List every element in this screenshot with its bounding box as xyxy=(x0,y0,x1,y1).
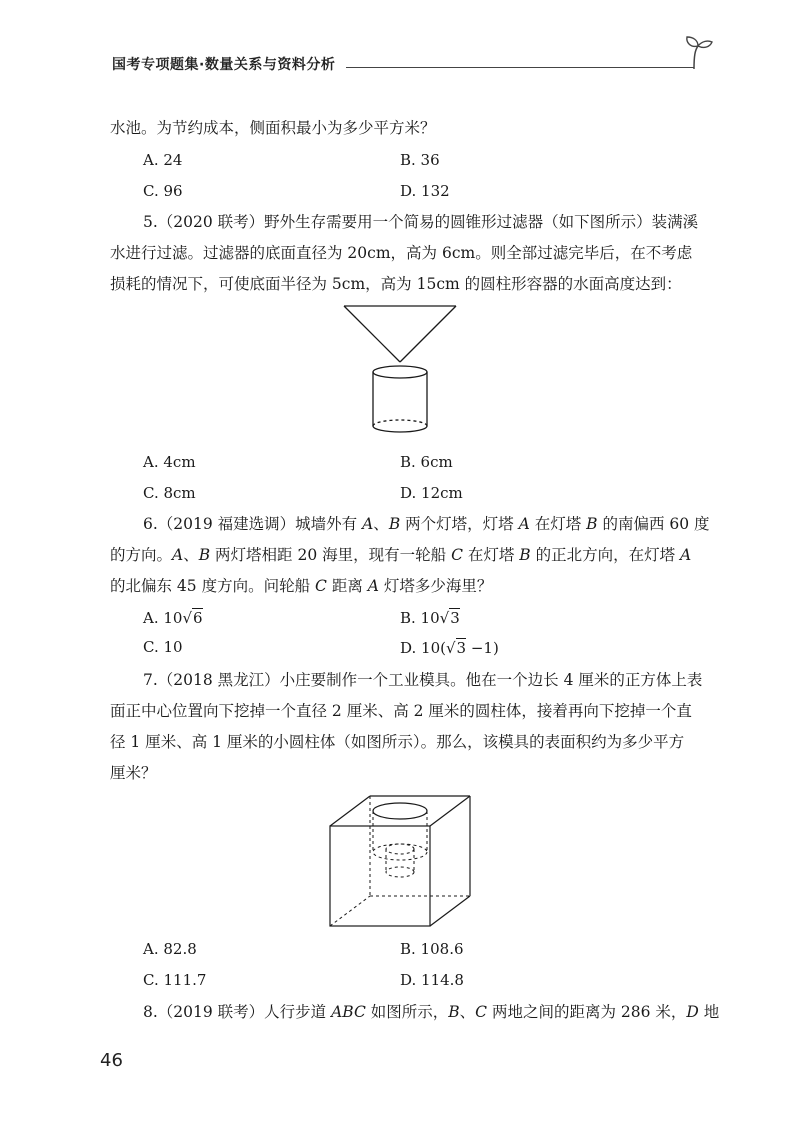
q7-line-4: 厘米？ xyxy=(110,764,157,782)
cone-left-edge xyxy=(344,306,400,362)
page-number: 46 xyxy=(100,1050,123,1071)
q5-line-1: 5.（2020 联考）野外生存需要用一个简易的圆锥形过滤器（如下图所示）装满溪 xyxy=(143,213,699,231)
q7-line-3: 径 1 厘米、高 1 厘米的小圆柱体（如图所示）。那么，该模具的表面积约为多少平方 xyxy=(110,733,685,751)
q6-line-1: 6.（2019 福建选调）城墙外有 A、B 两个灯塔，灯塔 A 在灯塔 B 的南偏西 60 度 xyxy=(143,515,710,533)
big-cylinder-top xyxy=(373,803,427,819)
q6-option-a: A. 10√6 xyxy=(143,609,203,627)
cylinder-bottom-front xyxy=(373,426,427,432)
q7-line-1: 7.（2018 黑龙江）小庄要制作一个工业模具。他在一个边长 4 厘米的正方体上表 xyxy=(143,671,703,689)
q7-option-d: D. 114.8 xyxy=(400,971,464,989)
q8-line-1: 8.（2019 联考）人行步道 ABC 如图所示，B、C 两地之间的距离为 286 米，D 地 xyxy=(143,1003,720,1021)
cube-front-face xyxy=(330,826,430,926)
cylinder-top-ellipse xyxy=(373,366,427,378)
cone-right-edge xyxy=(400,306,456,362)
q6-option-c: C. 10 xyxy=(143,638,183,656)
q7-option-b: B. 108.6 xyxy=(400,940,464,958)
q5-option-d: D. 12cm xyxy=(400,484,463,502)
sprout-icon xyxy=(684,36,714,70)
q4-option-b: B. 36 xyxy=(400,151,440,169)
q6-line-2: 的方向。A、B 两灯塔相距 20 海里，现有一轮船 C 在灯塔 B 的正北方向，在灯塔 A xyxy=(110,546,692,564)
q6-option-d: D. 10(√3 −1) xyxy=(400,639,499,657)
q4-option-c: C. 96 xyxy=(143,182,183,200)
cone-filter-figure xyxy=(340,300,480,445)
header-rule xyxy=(346,67,694,68)
q5-option-a: A. 4cm xyxy=(143,453,196,471)
q7-line-2: 面正中心位置向下挖掉一个直径 2 厘米、高 2 厘米的圆柱体，接着再向下挖掉一个直 xyxy=(110,702,692,720)
q7-option-a: A. 82.8 xyxy=(143,940,197,958)
cylinder-bottom-back xyxy=(373,420,427,426)
q4-option-a: A. 24 xyxy=(143,151,183,169)
q5-option-c: C. 8cm xyxy=(143,484,196,502)
q5-line-2: 水进行过滤。过滤器的底面直径为 20cm，高为 6cm。则全部过滤完毕后，在不考虑 xyxy=(110,244,693,262)
q6-option-b: B. 10√3 xyxy=(400,609,460,627)
q4-tail-text: 水池。为节约成本，侧面积最小为多少平方米？ xyxy=(110,119,436,137)
cube-mold-figure xyxy=(320,790,490,935)
q7-option-c: C. 111.7 xyxy=(143,971,207,989)
q5-line-3: 损耗的情况下，可使底面半径为 5cm，高为 15cm 的圆柱形容器的水面高度达到： xyxy=(110,275,682,293)
q5-option-b: B. 6cm xyxy=(400,453,453,471)
running-header: 国考专项题集·数量关系与资料分析 xyxy=(112,57,336,73)
q4-option-d: D. 132 xyxy=(400,182,450,200)
q6-line-3: 的北偏东 45 度方向。问轮船 C 距离 A 灯塔多少海里？ xyxy=(110,577,493,595)
